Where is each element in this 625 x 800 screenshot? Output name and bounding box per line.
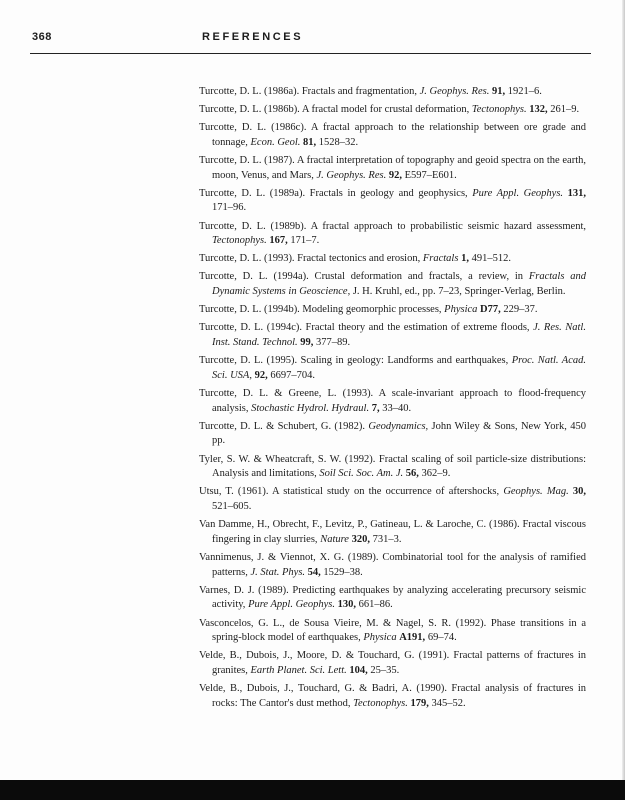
section-title: REFERENCES <box>202 31 304 43</box>
reference-volume: 81, <box>303 136 317 148</box>
reference-pages: 171–7. <box>290 235 320 247</box>
reference-volume: 104, <box>349 665 368 677</box>
reference-authors-title: Turcotte, D. L. (1989a). Fractals in geology and geophysics, <box>199 187 473 199</box>
reference-volume: 167, <box>269 235 288 247</box>
reference-volume: 320, <box>351 533 370 545</box>
reference-authors-title: Velde, B., Dubois, J., Touchard, G. & Badri, A. (1990). Fractal analysis of fractures in rocks: The Cantor's dust method, <box>199 683 586 709</box>
reference-journal: Soil Sci. Soc. Am. J. <box>319 468 404 480</box>
reference-entry <box>199 270 586 299</box>
reference-journal: J. Stat. Phys. <box>250 566 306 578</box>
reference-entry <box>199 682 586 711</box>
reference-journal: Proc. Natl. Acad. Sci. USA, <box>212 355 586 381</box>
reference-entry <box>199 387 586 416</box>
page-number: 368 <box>32 31 52 43</box>
reference-entry <box>199 220 586 249</box>
reference-authors-title: Vannimenus, J. & Viennot, X. G. (1989). Combinatorial tool for the analysis of ramified patterns, <box>199 551 586 578</box>
reference-pages: 661–86. <box>358 599 393 611</box>
reference-pages: 731–3. <box>372 533 402 545</box>
reference-volume: 92, <box>254 369 268 381</box>
reference-volume: 30, <box>572 486 587 498</box>
reference-pages: E597–E601. <box>404 169 457 181</box>
reference-entry <box>199 354 586 383</box>
reference-entry <box>199 551 586 580</box>
reference-authors-title: Turcotte, D. L. (1994b). Modeling geomorphic processes, <box>199 304 445 316</box>
reference-list <box>199 85 586 715</box>
reference-entry <box>199 103 586 118</box>
reference-pages: 521–605. <box>212 501 252 513</box>
reference-journal: Nature <box>320 533 349 545</box>
reference-volume: 179, <box>410 697 429 709</box>
reference-authors-title: Turcotte, D. L. (1993). Fractal tectonics and erosion, <box>199 253 423 265</box>
reference-journal: Physica <box>444 304 478 316</box>
reference-volume: 132, <box>529 104 548 116</box>
reference-journal: Fractals <box>422 253 459 265</box>
reference-volume: 56, <box>405 468 419 480</box>
reference-pages: 33–40. <box>382 402 412 414</box>
reference-journal: J. Geophys. Res. <box>316 169 387 181</box>
reference-journal: Pure Appl. Geophys. <box>248 599 335 611</box>
reference-pages: 377–89. <box>316 337 351 349</box>
reference-entry <box>199 649 586 678</box>
reference-journal: Physica <box>363 632 397 644</box>
reference-volume: 7, <box>371 402 380 414</box>
reference-entry <box>199 187 586 216</box>
reference-authors-title: Vasconcelos, G. L., de Sousa Vieire, M. & Nagel, S. R. (1992). Phase transitions in a spring-block model of earthquakes, <box>199 617 586 644</box>
reference-pages: 1528–32. <box>318 136 359 148</box>
reference-authors-title: Turcotte, D. L. & Schubert, G. (1982). <box>199 420 369 432</box>
reference-journal: Earth Planet. Sci. Lett. <box>250 665 347 677</box>
reference-entry <box>199 420 586 449</box>
reference-authors-title: Velde, B., Dubois, J., Moore, D. & Touchard, G. (1991). Fractal patterns of fractures in granites, <box>199 650 586 677</box>
reference-entry <box>199 252 586 267</box>
reference-volume: 130, <box>337 599 356 611</box>
reference-authors-title: Turcotte, D. L. & Greene, L. (1993). A scale-invariant approach to flood-frequency analysis, <box>199 387 586 414</box>
reference-authors-title: Turcotte, D. L. (1986b). A fractal model for crustal deformation, <box>199 104 472 116</box>
reference-authors-title: Turcotte, D. L. (1995). Scaling in geology: Landforms and earthquakes, <box>199 355 512 367</box>
reference-entry <box>199 121 586 150</box>
reference-volume: 92, <box>388 169 402 181</box>
reference-journal: Tectonophys. <box>212 235 267 247</box>
reference-authors-title: Turcotte, D. L. (1987). A fractal interpretation of topography and geoid spectra on the earth, moon, Venus, and Mars, <box>199 154 586 181</box>
reference-authors-title: Turcotte, D. L. (1986a). Fractals and fragmentation, <box>199 86 420 97</box>
reference-journal: Pure Appl. Geophys. <box>472 187 564 199</box>
reference-journal: Fractals and Dynamic Systems in Geoscience, <box>212 271 586 298</box>
reference-entry <box>199 485 586 514</box>
reference-pages: 1921–6. <box>507 86 542 97</box>
reference-volume: A191, <box>399 632 426 644</box>
reference-pages: 1529–38. <box>323 566 363 578</box>
reference-entry <box>199 85 586 100</box>
reference-entry <box>199 154 586 183</box>
reference-volume: 131, <box>567 187 586 199</box>
reference-authors-title: Varnes, D. J. (1989). Predicting earthquakes by analyzing accelerating precursory seismic activity, <box>199 584 586 611</box>
reference-volume: 54, <box>307 566 321 578</box>
reference-pages: 6697–704. <box>270 369 315 381</box>
reference-authors-title: Turcotte, D. L. (1989b). A fractal approach to probabilistic seismic hazard assessment, <box>199 220 586 232</box>
reference-authors-title: Turcotte, D. L. (1994c). Fractal theory and the estimation of extreme floods, <box>199 322 534 334</box>
reference-entry <box>199 321 586 350</box>
reference-journal: J. Geophys. Res. <box>419 86 490 97</box>
reference-journal: Econ. Geol. <box>250 136 301 148</box>
reference-journal: Tectonophys. <box>471 104 527 116</box>
header-rule <box>30 53 591 54</box>
reference-pages: 229–37. <box>503 304 538 316</box>
reference-entry <box>199 453 586 482</box>
reference-authors-title: Utsu, T. (1961). A statistical study on the occurrence of aftershocks, <box>199 486 504 498</box>
reference-entry <box>199 518 586 547</box>
reference-pages: 25–35. <box>370 665 400 677</box>
reference-volume: D77, <box>480 304 501 316</box>
reference-journal: Geophys. Mag. <box>503 486 569 498</box>
running-head <box>30 31 591 51</box>
reference-entry <box>199 303 586 318</box>
reference-journal: Tectonophys. <box>353 697 408 709</box>
reference-pages: 171–96. <box>212 202 247 214</box>
reference-pages: John Wiley & Sons, New York, 450 pp. <box>212 420 586 447</box>
reference-pages: 491–512. <box>471 253 511 265</box>
reference-entry <box>199 584 586 613</box>
reference-volume: 99, <box>300 337 314 349</box>
reference-pages: 345–52. <box>431 697 466 709</box>
reference-authors-title: Tyler, S. W. & Wheatcraft, S. W. (1992). Fractal scaling of soil particle-size distributions: Analysis and limitations, <box>199 453 586 480</box>
reference-journal: Stochastic Hydrol. Hydraul. <box>251 402 370 414</box>
reference-entry <box>199 617 586 646</box>
reference-journal: Geodynamics, <box>368 420 429 432</box>
reference-volume: 1, <box>461 253 469 265</box>
reference-volume: 91, <box>491 86 506 97</box>
reference-pages: 69–74. <box>427 632 457 644</box>
reference-pages: 362–9. <box>421 468 451 480</box>
reference-authors-title: Turcotte, D. L. (1986c). A fractal approach to the relationship between ore grade and tonnage, <box>199 122 586 148</box>
reference-pages: J. H. Kruhl, ed., pp. 7–23, Springer-Verlag, Berlin. <box>352 286 566 298</box>
reference-journal: J. Res. Natl. Inst. Stand. Technol. <box>212 322 586 349</box>
scan-bottom-band <box>0 780 625 800</box>
reference-authors-title: Van Damme, H., Obrecht, F., Levitz, P., Gatineau, L. & Laroche, C. (1986). Fractal viscous fingering in clay slurries, <box>199 519 586 545</box>
reference-authors-title: Turcotte, D. L. (1994a). Crustal deformation and fractals, a review, in <box>199 271 529 283</box>
reference-pages: 261–9. <box>550 104 580 116</box>
